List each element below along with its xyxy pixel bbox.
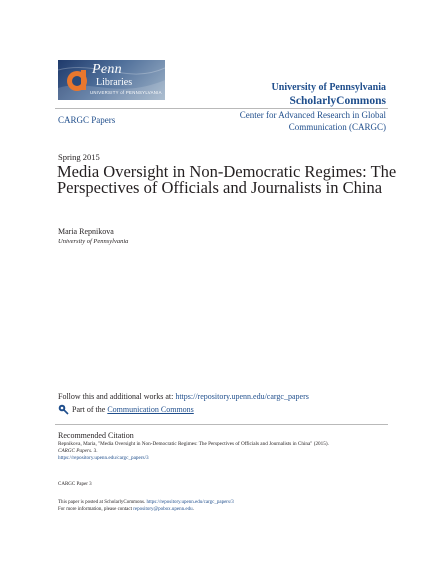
logo-penn-text: Penn: [92, 62, 122, 77]
series-link[interactable]: CARGC Papers: [58, 115, 116, 125]
posted-label: This paper is posted at ScholarlyCommons.: [58, 500, 147, 505]
contact-end: .: [192, 507, 194, 512]
citation-url-link[interactable]: https://repository.upenn.edu/cargc_papers/3: [58, 455, 149, 461]
repository-name[interactable]: ScholarlyCommons: [289, 95, 386, 107]
contact-email-link[interactable]: repository@pobox.upenn.edu: [133, 507, 193, 512]
recommended-citation-body: [58, 441, 388, 462]
follow-line: [58, 392, 309, 401]
communication-commons-link[interactable]: Communication Commons: [107, 405, 194, 414]
follow-label: Follow this and additional works at:: [58, 392, 176, 401]
part-of-line: [58, 404, 194, 415]
posted-url-link[interactable]: https://repository.upenn.edu/cargc_papers/3: [146, 500, 234, 505]
posted-notice: [58, 499, 234, 513]
follow-url-link[interactable]: https://repository.upenn.edu/cargc_papers: [175, 392, 309, 401]
part-of-label: Part of the: [72, 405, 106, 414]
citation-series: CARGC Papers: [58, 448, 91, 454]
paper-title: Media Oversight in Non-Democratic Regimes: The Perspectives of Officials and Journalists in China: [57, 162, 397, 197]
institution-header: [272, 82, 386, 108]
logo-libraries-text: Libraries: [96, 77, 133, 88]
network-pin-icon: [58, 404, 69, 415]
open-access-a-mark-icon: [64, 64, 90, 94]
author-name: Maria Repnikova: [58, 227, 114, 236]
citation-text: Repnikova, Maria, "Media Oversight in Non-Democratic Regimes: The Perspectives of Officials and Journalists in China" (2015).: [58, 441, 329, 447]
paper-number: CARGC Paper 3: [58, 482, 92, 487]
citation-divider: [55, 424, 388, 425]
penn-libraries-logo[interactable]: [58, 60, 165, 100]
center-link[interactable]: Center for Advanced Research in Global Communication (CARGC): [239, 110, 386, 132]
recommended-citation-heading: Recommended Citation: [58, 431, 134, 440]
author-affiliation: University of Pennsylvania: [58, 238, 129, 245]
contact-label: For more information, please contact: [58, 507, 134, 512]
publication-date: Spring 2015: [58, 152, 100, 162]
citation-number: . 3.: [91, 448, 98, 454]
university-name[interactable]: University of Pennsylvania: [271, 82, 386, 93]
logo-university-text: UNIVERSITY of PENNSYLVANIA: [90, 90, 162, 95]
